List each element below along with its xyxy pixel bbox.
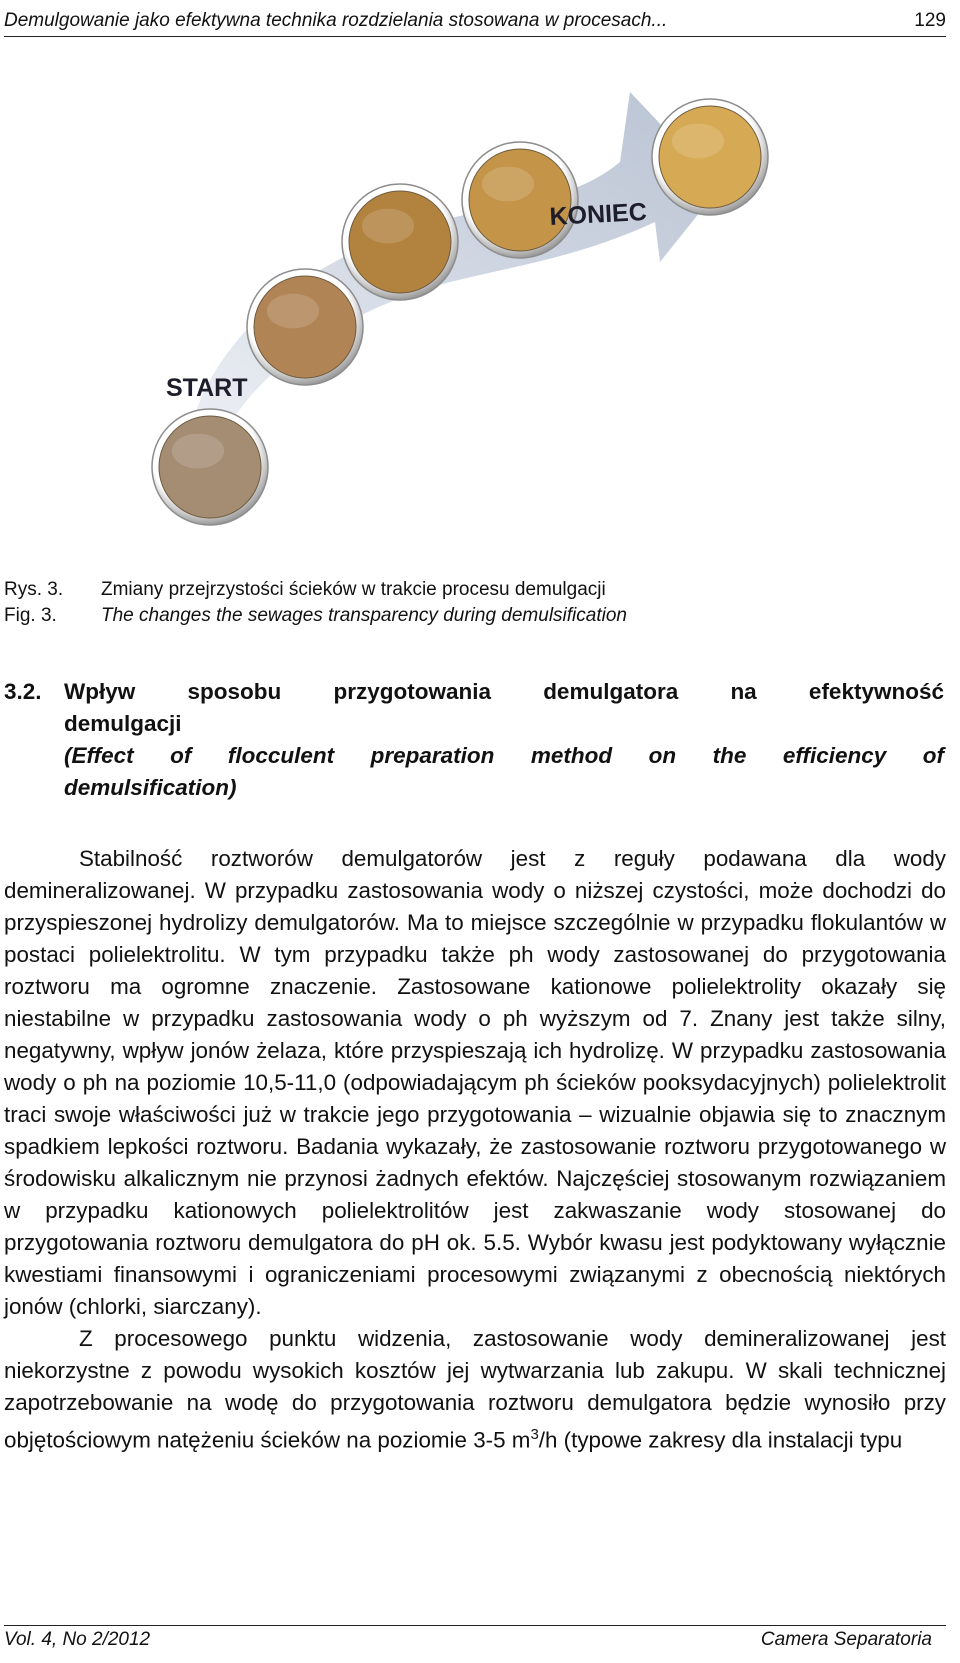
sample-dish-5 xyxy=(652,99,768,215)
running-header-title: Demulgowanie jako efektywna technika rozdzielania stosowana w procesach... xyxy=(4,10,668,31)
section-title-pl-2: demulgacji xyxy=(64,711,182,736)
section-title-en-2: demulsification) xyxy=(64,775,237,800)
paragraph-2-a: Z procesowego punktu widzenia, zastosowanie wody demineralizowanej jest niekorzystne z powodu wysokich kosztów jej wytwarzania lub zakupu. W skali technicznej zapotrzebowanie na wodę do przygotowania roztworu demulgatora będzie wynosiło przy objętościowym natężeniu ścieków na poziomie 3-5 m xyxy=(4,1326,946,1453)
section-title-pl-1: Wpływ sposobu przygotowania demulgatora na efektywność xyxy=(64,679,944,704)
paragraph-1: Stabilność roztworów demulgatorów jest z reguły podawana dla wody demineralizowanej. W przypadku zastosowania wody o niższej czystości, może dochodzi do przyspieszonej hydrolizy demulgatorów. Ma to miejsce szczególnie w przypadku flokulantów w postaci polielektrolitu. W tym przypadku także ph wody zastosowanej do przygotowania roztworu ma ogromne znaczenie. Zastosowane kationowe polielektrolity okazały się niestabilne w przypadku zastosowania wody o ph wyższym od 7. Znany jest także silny, negatywny, wpływ jonów żelaza, które przyspieszają ich hydrolizę. W przypadku zastosowania wody o ph na poziomie 10,5-11,0 (odpowiadającym ph ścieków pooksydacyjnych) polielektrolit traci swoje właściwości już w trakcie jego przygotowania – wizualnie objawia się to znacznym spadkiem lepkości roztworu. Badania wykazały, że zastosowanie roztworu przygotowanego w środowisku alkalicznym nie przynosi żadnych efektów. Najczęściej stosowanym rozwiązaniem w przypadku kationowych polielektrolitów jest zakwaszanie wody stosowanej do przygotowania roztworu demulgatora do pH ok. 5.5. Wybór kwasu jest podyktowany wyłącznie kwestiami finansowymi i ograniczeniami procesowymi związanymi z obecnością niektórych jonów (chlorki, siarczany). xyxy=(4,846,946,1319)
paragraph-2 xyxy=(4,1323,946,1456)
arc-arrow xyxy=(190,92,720,437)
caption-text-pl: Zmiany przejrzystości ścieków w trakcie procesu demulgacji xyxy=(101,579,606,600)
end-label: KONIEC xyxy=(548,197,648,231)
caption-text-en: The changes the sewages transparency during demulsification xyxy=(101,605,627,626)
page-footer xyxy=(4,1625,946,1651)
page-number: 129 xyxy=(914,10,946,31)
body-text xyxy=(4,843,946,1456)
demulsification-figure xyxy=(150,92,830,554)
section-heading xyxy=(4,676,944,804)
section-title-en-1: (Effect of flocculent preparation method on the efficiency of xyxy=(64,743,944,768)
sample-dish-2 xyxy=(247,269,363,385)
running-header xyxy=(4,2,946,37)
paragraph-2-b: /h (typowe zakresy dla instalacji typu xyxy=(538,1427,903,1453)
start-label: START xyxy=(166,374,248,402)
footer-volume: Vol. 4, No 2/2012 xyxy=(4,1629,151,1650)
figure-caption xyxy=(4,577,627,629)
sample-dish-4 xyxy=(462,142,578,258)
sample-dish-1 xyxy=(152,409,268,525)
section-number: 3.2. xyxy=(4,679,42,704)
caption-label-en: Fig. 3. xyxy=(4,605,57,626)
paragraph-2-superscript: 3 xyxy=(530,1426,539,1443)
footer-journal: Camera Separatoria xyxy=(760,1629,932,1650)
sample-dish-3 xyxy=(342,184,458,300)
caption-label-pl: Rys. 3. xyxy=(4,579,64,600)
